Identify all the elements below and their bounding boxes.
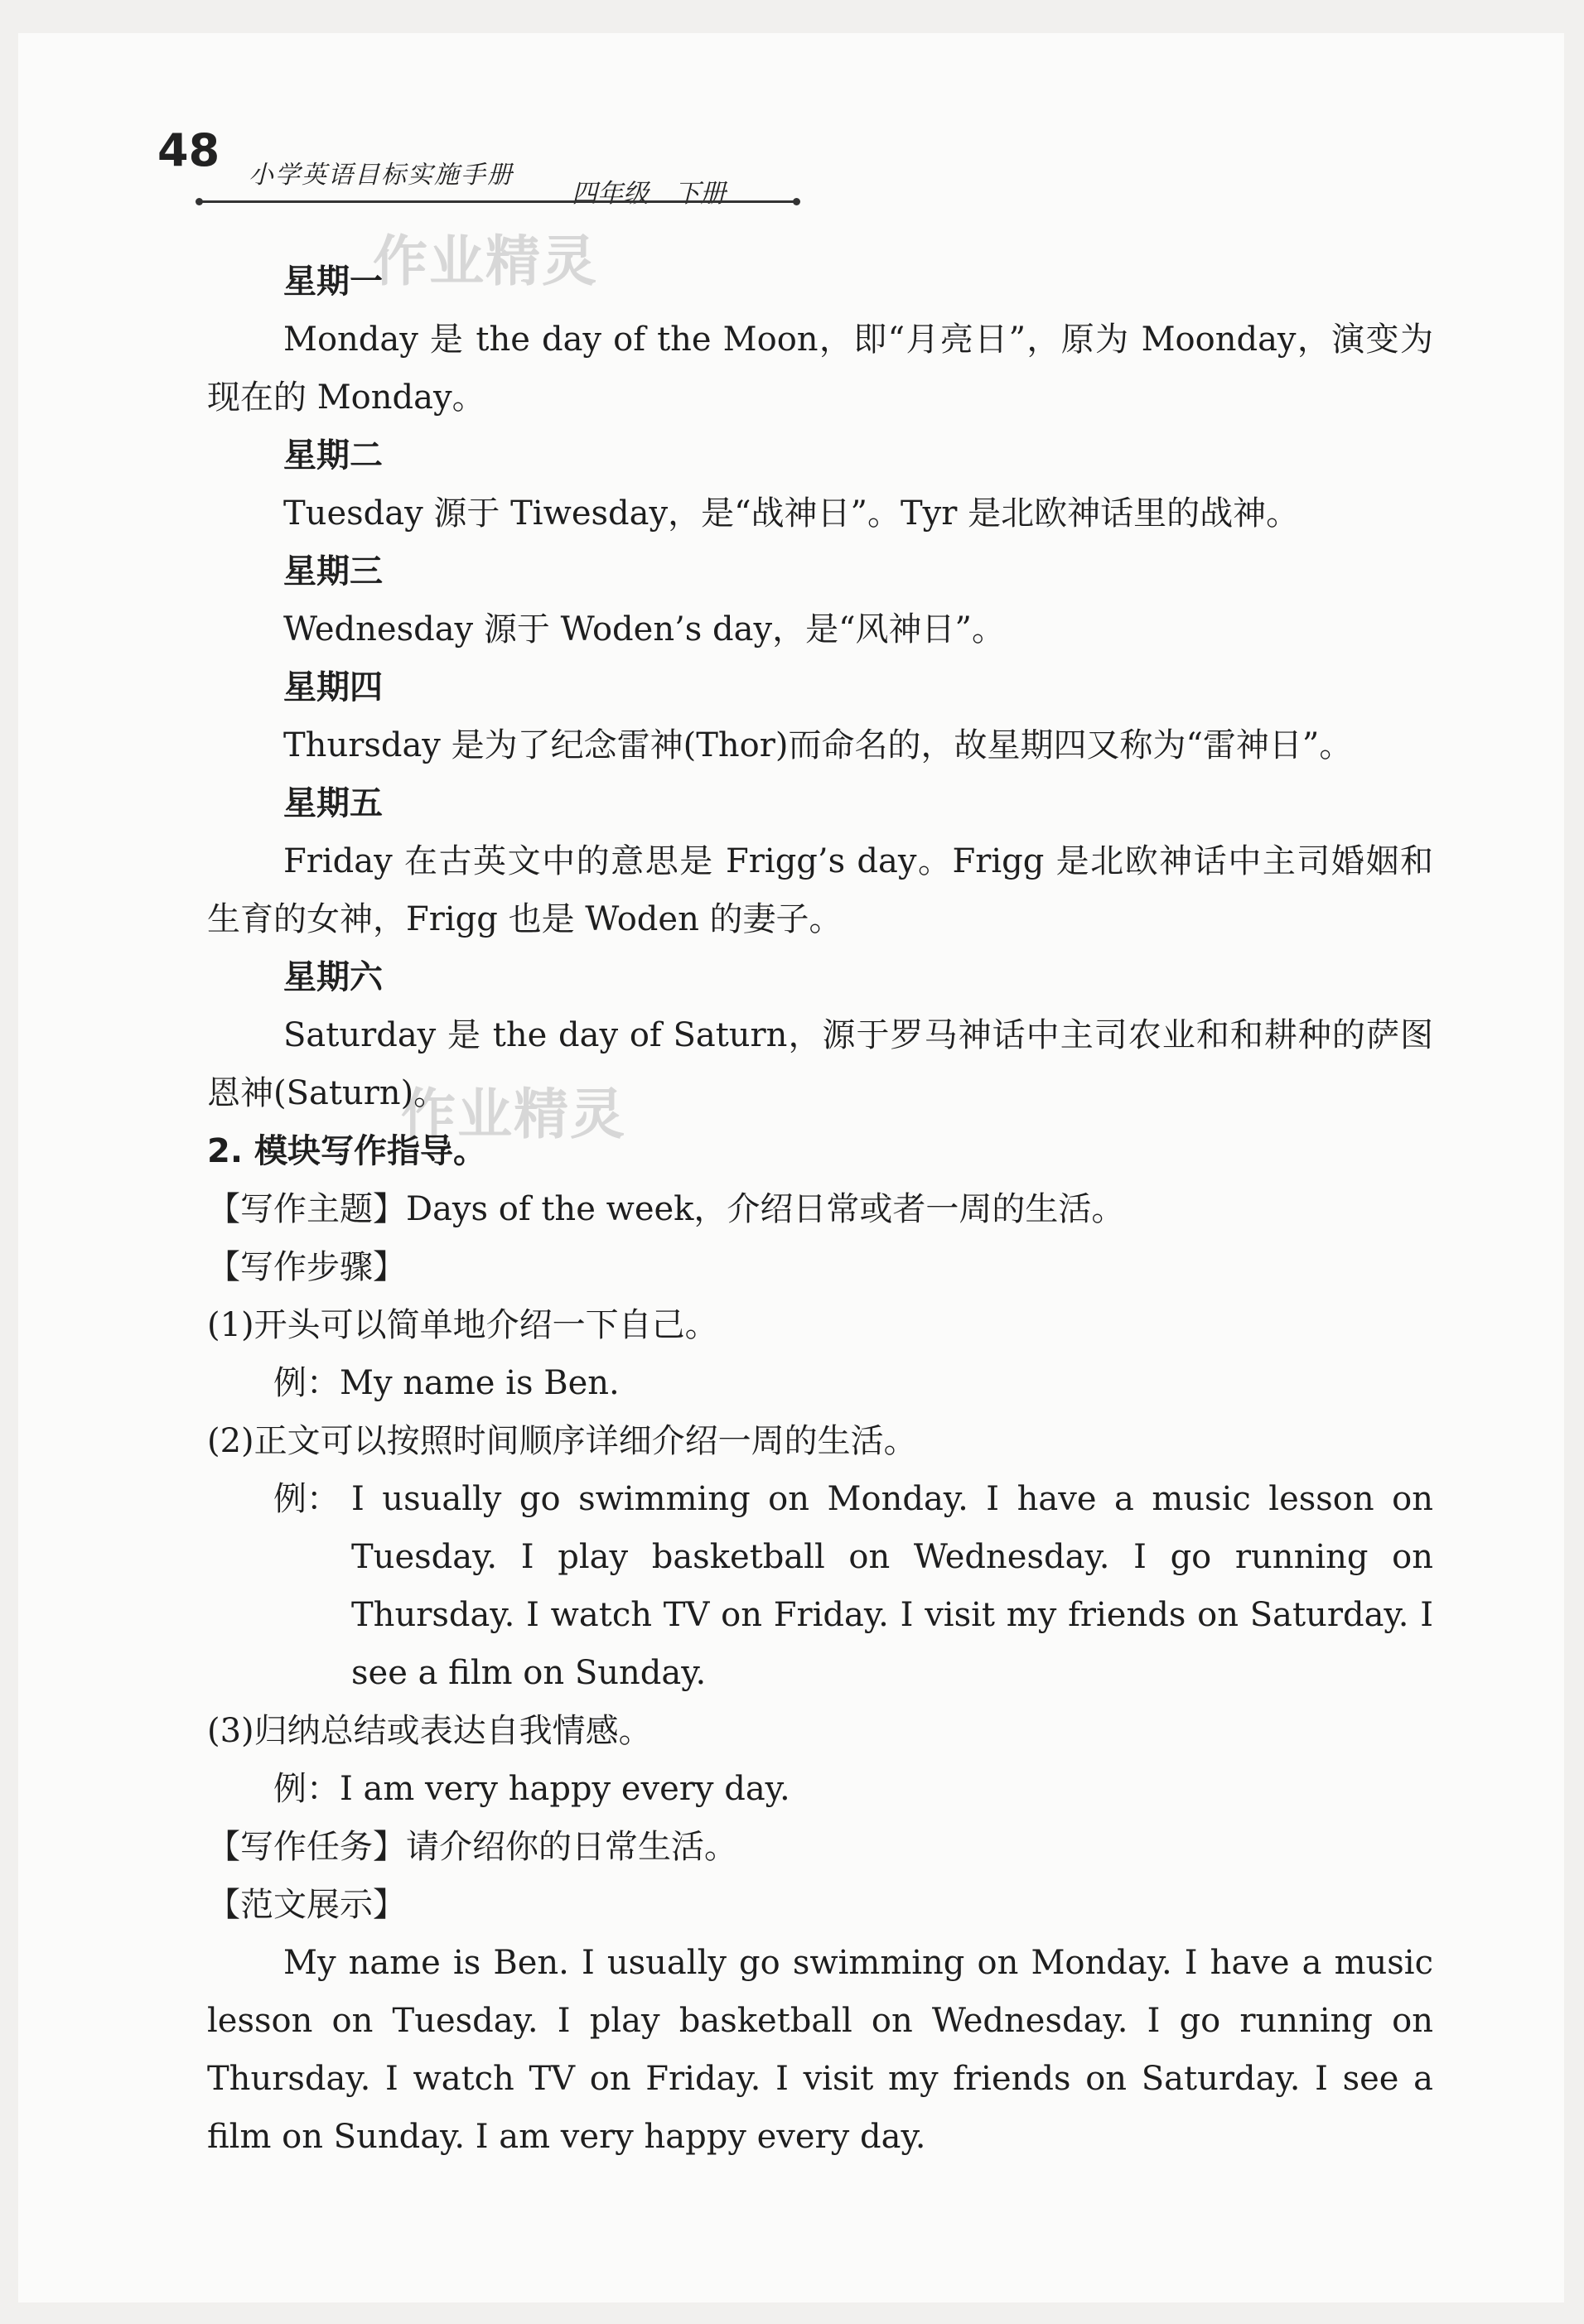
book-title: 小学英语目标实施手册 [249,161,514,190]
day-heading: 星期一 [283,263,383,301]
example-text: I usually go swimming on Monday. I have a music lesson on Tuesday. I play basketball on Wednesday. I go running on Thursday. I watch TV on Friday. I visit my friends on Saturday. I see a film on Sunday. [351,1480,1433,1692]
step-2-example [207,1470,1433,1702]
step-3-example: 例：I am very happy every day. [273,1770,790,1808]
writing-task: 【写作任务】请介绍你的日常生活。 [207,1828,737,1866]
header-rule [199,200,797,203]
day-description: Tuesday 源于 Tiwesday，是“战神日”。Tyr 是北欧神话里的战神。 [283,494,1300,533]
day-heading: 星期四 [283,668,383,706]
day-description: Thursday 是为了纪念雷神(Thor)而命名的，故星期四又称为“雷神日”。 [283,726,1353,764]
step-2: (2)正文可以按照时间顺序详细介绍一周的生活。 [207,1422,917,1460]
day-description: Friday 在古英文中的意思是 Frigg’s day。Frigg 是北欧神话中主司婚姻和生育的女神，Frigg 也是 Woden 的妻子。 [207,842,1433,938]
model-essay: My name is Ben. I usually go swimming on Monday. I have a music lesson on Tuesday. I play basketball on Wednesday. I go running on Thursday. I watch TV on Friday. I visit my friends on Saturday. I see a film on Sunday. I am very happy every day. [207,1944,1433,2156]
page-header [157,124,804,224]
step-1: (1)开头可以简单地介绍一下自己。 [207,1306,718,1344]
day-heading: 星期二 [283,436,383,475]
watermark: 作业精灵 [373,229,598,293]
writing-steps-label: 【写作步骤】 [207,1248,406,1286]
watermark: 作业精灵 [401,1082,626,1146]
day-heading: 星期六 [283,958,383,996]
model-label: 【范文展示】 [207,1886,406,1924]
day-description: Saturday 是 the day of Saturn，源于罗马神话中主司农业和和耕种的萨图恩神(Saturn)。 [207,1016,1433,1112]
page-number: 48 [157,124,220,176]
grade-label: 四年级 下册 [572,179,726,209]
day-heading: 星期三 [283,552,383,591]
day-description: Wednesday 源于 Woden’s day，是“风神日”。 [283,610,1005,649]
page-content [207,253,1433,2166]
section-title: 2. 模块写作指导。 [207,1132,486,1170]
rule-dot-left [196,198,203,205]
writing-topic: 【写作主题】Days of the week，介绍日常或者一周的生活。 [207,1190,1125,1228]
rule-dot-right [793,198,800,205]
day-description: Monday 是 the day of the Moon，即“月亮日”，原为 Moonday，演变为现在的 Monday。 [207,321,1433,417]
step-1-example: 例：My name is Ben. [273,1364,620,1402]
example-label: 例： [273,1480,340,1518]
step-3: (3)归纳总结或表达自我情感。 [207,1712,652,1750]
day-heading: 星期五 [283,784,383,822]
